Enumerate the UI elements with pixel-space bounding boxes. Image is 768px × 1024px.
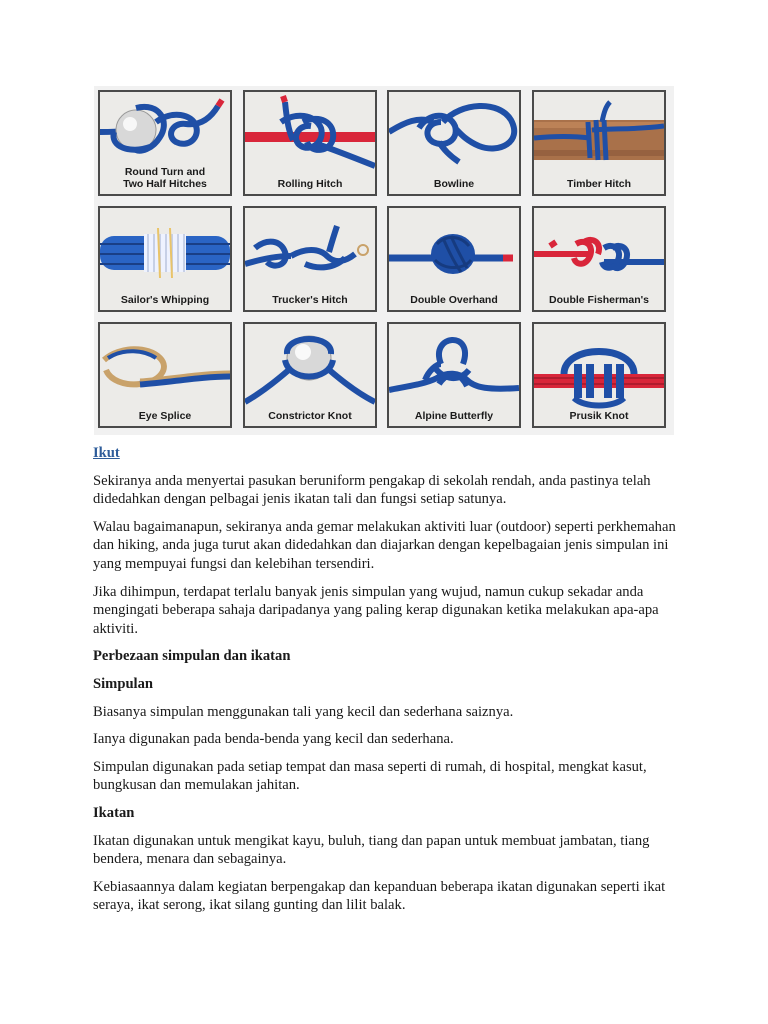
knot-label: Sailor's Whipping bbox=[120, 294, 210, 306]
knot-label: Round Turn and Two Half Hitches bbox=[123, 166, 207, 190]
knot-tile-double-fishermans bbox=[532, 206, 666, 312]
knot-tile-bowline bbox=[387, 90, 521, 196]
knot-label: Bowline bbox=[433, 178, 475, 190]
knot-label: Constrictor Knot bbox=[268, 410, 352, 422]
knot-label: Double Overhand bbox=[410, 294, 498, 306]
knot-label: Alpine Butterfly bbox=[414, 410, 494, 422]
knot-label: Eye Splice bbox=[138, 410, 192, 422]
knot-tile-eye-splice bbox=[98, 322, 232, 428]
knot-tile-truckers-hitch bbox=[243, 206, 377, 312]
paragraph: Walau bagaimanapun, sekiranya anda gemar melakukan aktiviti luar (outdoor) seperti perkhemahan dan hiking, anda juga turut akan didedahkan dan diajarkan dengan kepelbagaian jenis simpulan ini yang mempuyai fungsi dan kelebihan tersendiri. bbox=[93, 518, 676, 572]
section-heading: Simpulan bbox=[93, 675, 154, 692]
knot-tile-sailors-whipping bbox=[98, 206, 232, 312]
paragraph: Jika dihimpun, terdapat terlalu banyak jenis simpulan yang wujud, namun cukup sekadar anda mengingati beberapa sahaja daripadanya yang paling kerap digunakan ketika melakukan apa-apa aktiviti. bbox=[93, 583, 659, 637]
knot-label: Prusik Knot bbox=[569, 410, 629, 422]
knot-tile-round-turn bbox=[98, 90, 232, 196]
knot-illustration-grid bbox=[94, 86, 674, 435]
paragraph: Sekiranya anda menyertai pasukan beruniform pengakap di sekolah rendah, anda pastinya telah didedahkan dengan pelbagai jenis ikatan tali dan fungsi setiap satunya. bbox=[93, 472, 651, 508]
section-heading: Ikatan bbox=[93, 804, 135, 821]
paragraph: Ikatan digunakan untuk mengikat kayu, buluh, tiang dan papan untuk membuat jambatan, tiang bendera, menara dan sebagainya. bbox=[93, 832, 650, 868]
knot-tile-double-overhand bbox=[387, 206, 521, 312]
knot-label: Trucker's Hitch bbox=[272, 294, 348, 306]
knot-tile-rolling-hitch bbox=[243, 90, 377, 196]
knot-tile-constrictor bbox=[243, 322, 377, 428]
section-heading: Perbezaan simpulan dan ikatan bbox=[93, 648, 291, 665]
knot-tile-alpine-butterfly bbox=[387, 322, 521, 428]
article-body bbox=[93, 444, 678, 924]
knot-label: Rolling Hitch bbox=[277, 178, 343, 190]
knot-label: Timber Hitch bbox=[567, 178, 631, 190]
paragraph: Simpulan digunakan pada setiap tempat dan masa seperti di rumah, di hospital, mengkat kasut, bungkusan dan memulakan jahitan. bbox=[93, 758, 647, 794]
paragraph: Kebiasaannya dalam kegiatan berpengakap dan kepanduan beberapa ikatan digunakan seperti ikat seraya, ikat serong, ikat silang gunting dan lilit balak. bbox=[93, 878, 666, 914]
paragraph: Biasanya simpulan menggunakan tali yang kecil dan sederhana saiznya. bbox=[93, 703, 514, 720]
knot-label: Double Fisherman's bbox=[549, 294, 649, 306]
follow-link[interactable]: Ikut bbox=[93, 445, 120, 461]
knot-tile-prusik bbox=[532, 322, 666, 428]
paragraph: Ianya digunakan pada benda-benda yang kecil dan sederhana. bbox=[93, 731, 454, 748]
knot-tile-timber-hitch bbox=[532, 90, 666, 196]
